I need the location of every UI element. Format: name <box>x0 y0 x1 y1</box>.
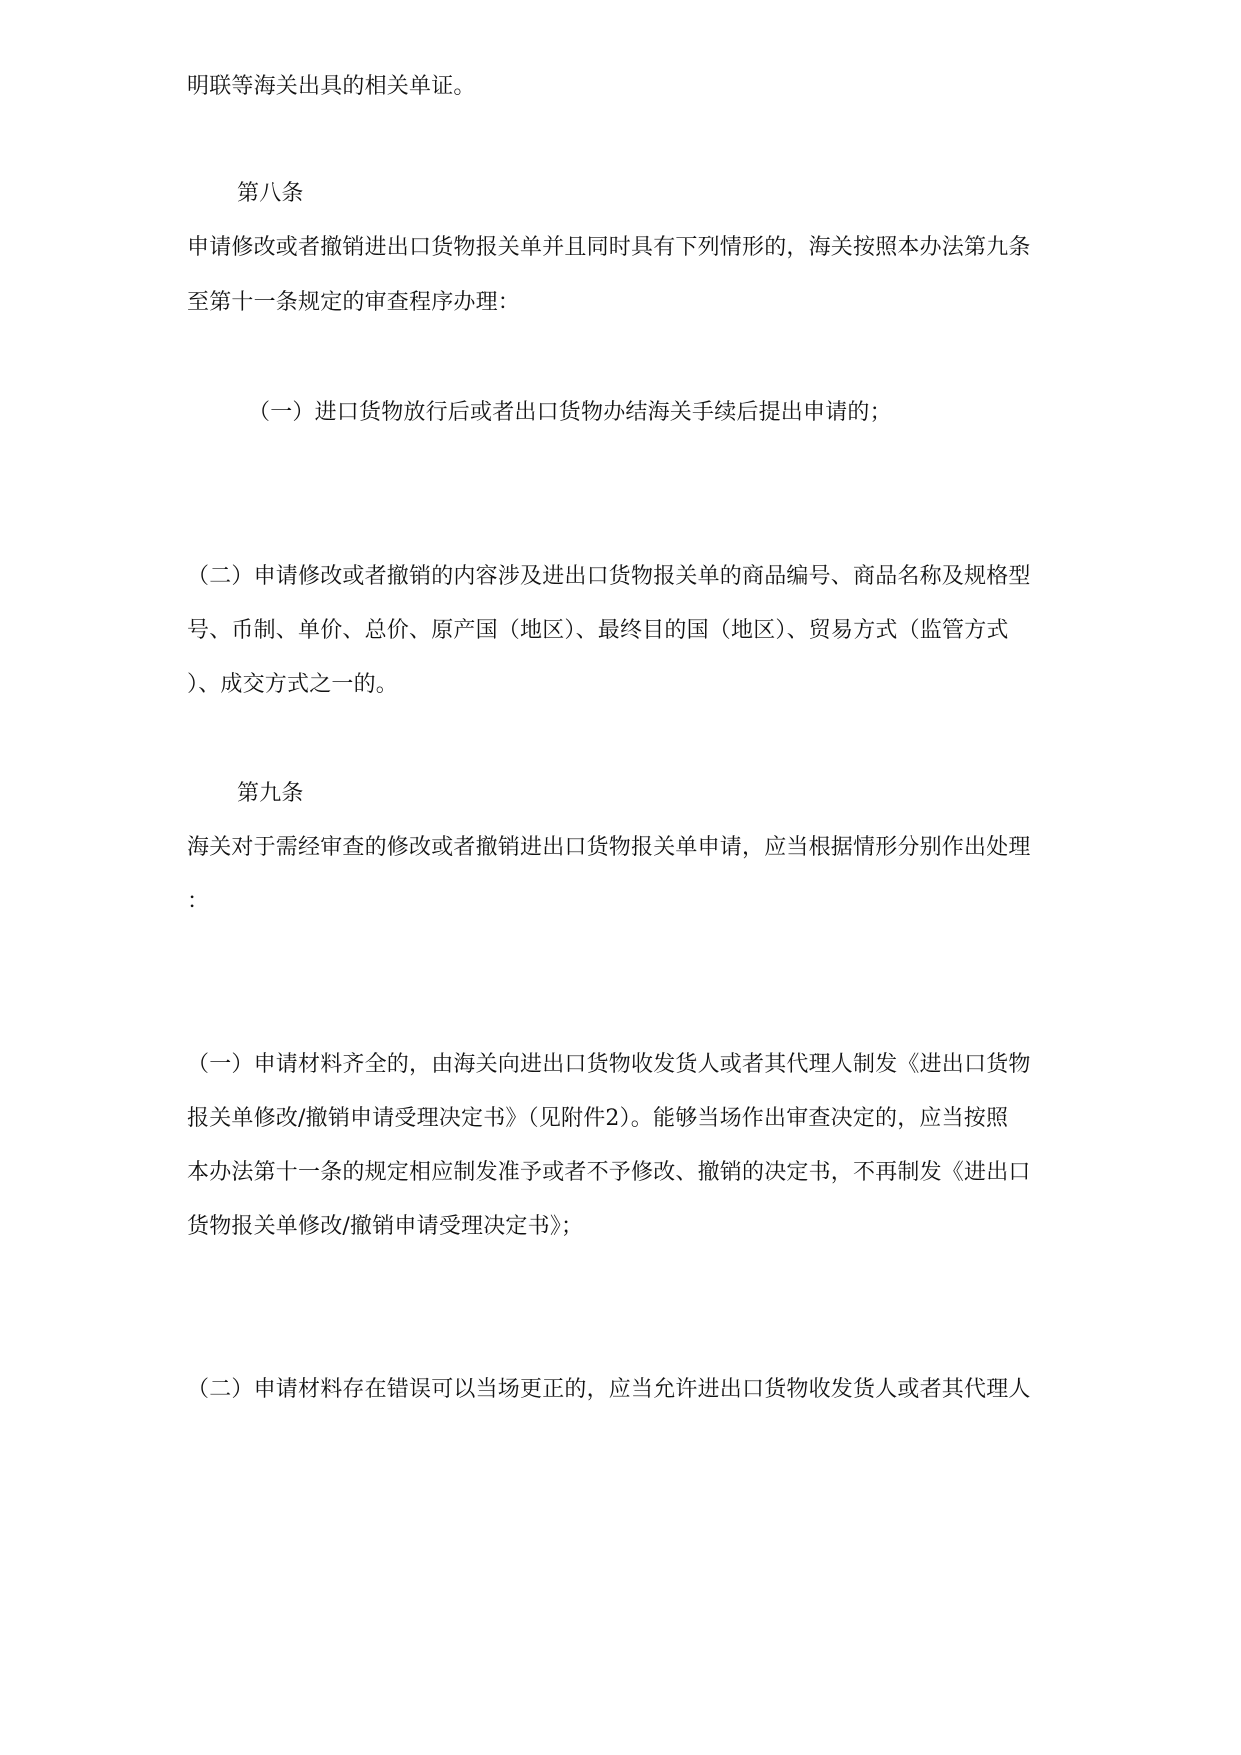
text-line: 报关单修改/撤销申请受理决定书》（见附件2）。能够当场作出审查决定的，应当按照 <box>187 1106 1009 1131</box>
text-line: 号、币制、单价、总价、原产国（地区）、最终目的国（地区）、贸易方式（监管方式 <box>187 618 1009 643</box>
text-line: 申请修改或者撤销进出口货物报关单并且同时具有下列情形的，海关按照本办法第九条 <box>187 235 1031 260</box>
article-heading-9: 第九条 <box>237 781 304 806</box>
list-item: （二）申请修改或者撤销的内容涉及进出口货物报关单的商品编号、商品名称及规格型 <box>187 564 1031 589</box>
text-line: 货物报关单修改/撤销申请受理决定书》； <box>187 1214 584 1239</box>
text-line: ）、成交方式之一的。 <box>187 672 399 697</box>
list-item: （一）申请材料齐全的，由海关向进出口货物收发货人或者其代理人制发《进出口货物 <box>187 1052 1031 1077</box>
text-line: 海关对于需经审查的修改或者撤销进出口货物报关单申请，应当根据情形分别作出处理 <box>187 835 1031 860</box>
text-line: 本办法第十一条的规定相应制发准予或者不予修改、撤销的决定书，不再制发《进出口 <box>187 1160 1031 1185</box>
text-line: 明联等海关出具的相关单证。 <box>187 74 476 99</box>
list-item: （二）申请材料存在错误可以当场更正的，应当允许进出口货物收发货人或者其代理人 <box>187 1377 1031 1402</box>
list-item: （一）进口货物放行后或者出口货物办结海关手续后提出申请的； <box>248 400 892 425</box>
article-heading-8: 第八条 <box>237 181 304 206</box>
text-line: 至第十一条规定的审查程序办理： <box>187 290 521 315</box>
text-line: ： <box>187 889 210 914</box>
